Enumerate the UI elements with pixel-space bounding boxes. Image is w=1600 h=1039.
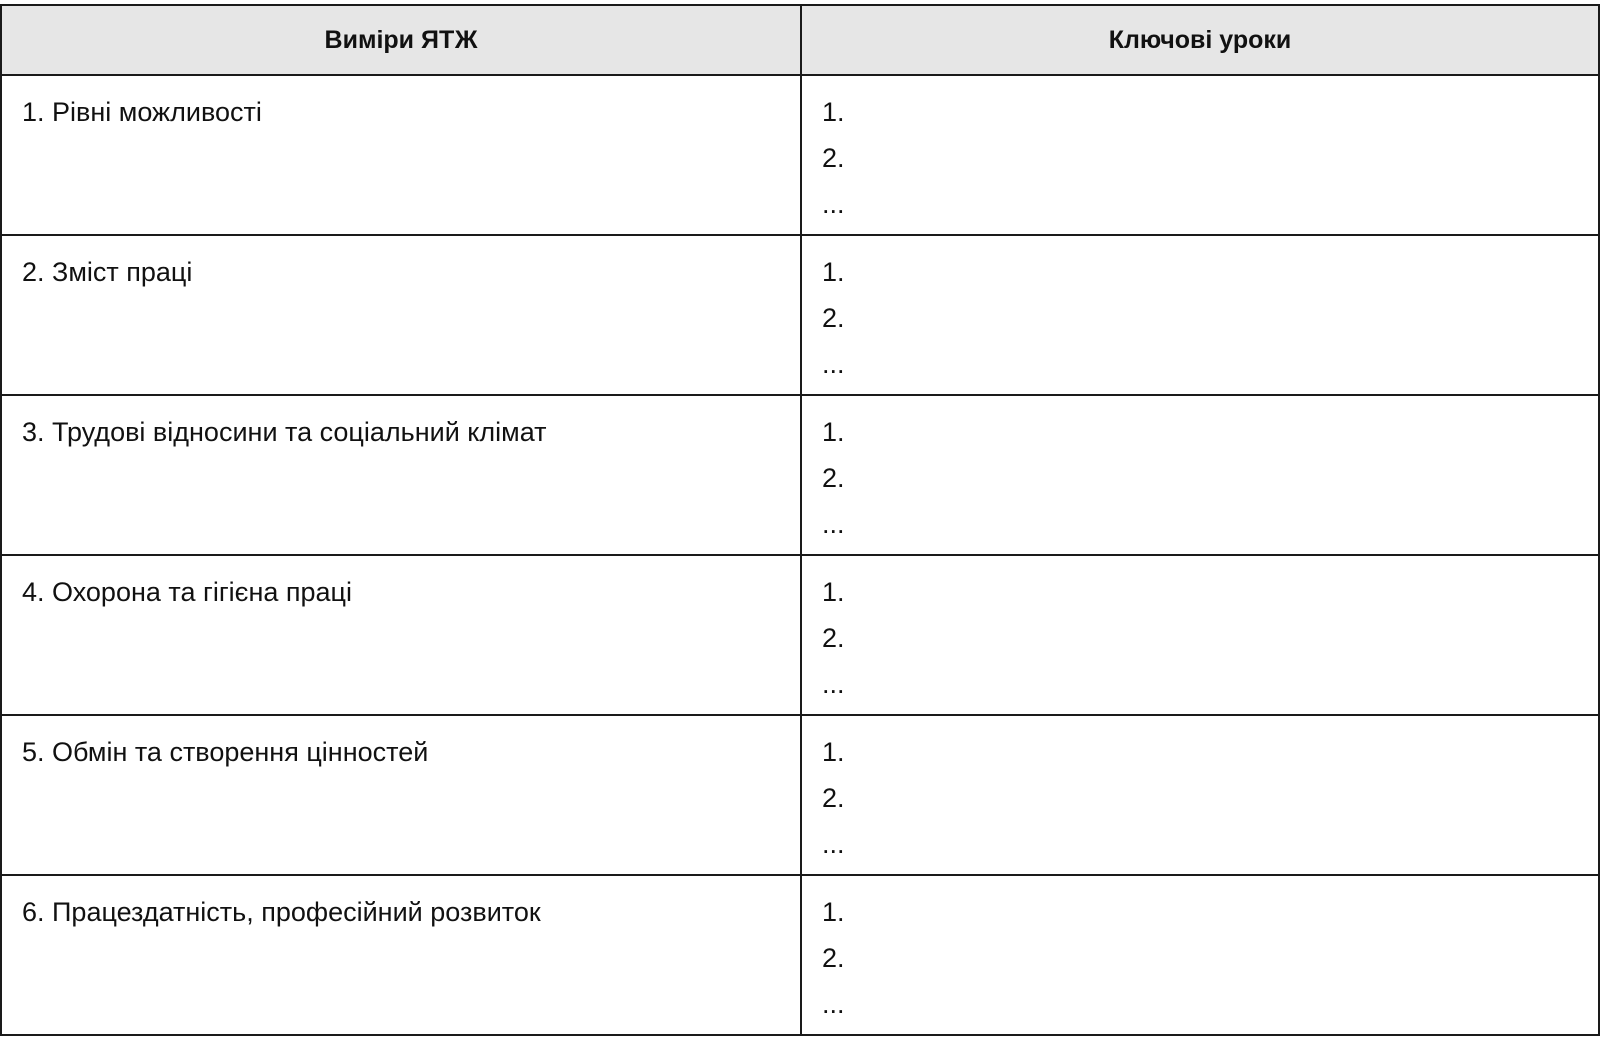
- dimension-cell: 5. Обмін та створення цінностей: [1, 715, 801, 875]
- lesson-item: 1.: [822, 897, 845, 927]
- header-dimensions: Виміри ЯТЖ: [1, 5, 801, 75]
- lessons-cell: [801, 75, 1599, 235]
- lesson-item: ...: [822, 829, 845, 859]
- lesson-item: ...: [822, 349, 845, 379]
- lesson-item: 2.: [822, 783, 845, 813]
- lesson-item: 1.: [822, 577, 845, 607]
- table-row: [1, 555, 1599, 715]
- dimension-cell: 3. Трудові відносини та соціальний клімат: [1, 395, 801, 555]
- lesson-item: ...: [822, 509, 845, 539]
- table-header-row: [1, 5, 1599, 75]
- lessons-cell: [801, 395, 1599, 555]
- lesson-item: 1.: [822, 97, 845, 127]
- lessons-table: [0, 4, 1600, 1036]
- table-row: [1, 75, 1599, 235]
- header-lessons: Ключові уроки: [801, 5, 1599, 75]
- table-row: [1, 715, 1599, 875]
- lesson-item: 2.: [822, 943, 845, 973]
- table-row: [1, 875, 1599, 1035]
- lesson-item: 2.: [822, 463, 845, 493]
- dimension-cell: 1. Рівні можливості: [1, 75, 801, 235]
- dimension-cell: 4. Охорона та гігієна праці: [1, 555, 801, 715]
- lesson-item: 2.: [822, 303, 845, 333]
- table-row: [1, 395, 1599, 555]
- dimension-cell: 2. Зміст праці: [1, 235, 801, 395]
- lesson-item: 1.: [822, 257, 845, 287]
- lesson-item: 1.: [822, 737, 845, 767]
- lessons-cell: [801, 875, 1599, 1035]
- dimension-cell: 6. Працездатність, професійний розвиток: [1, 875, 801, 1035]
- lesson-item: 2.: [822, 623, 845, 653]
- lesson-item: 2.: [822, 143, 845, 173]
- lesson-item: ...: [822, 189, 845, 219]
- lesson-item: ...: [822, 989, 845, 1019]
- lessons-cell: [801, 555, 1599, 715]
- lesson-item: ...: [822, 669, 845, 699]
- table-row: [1, 235, 1599, 395]
- lessons-cell: [801, 235, 1599, 395]
- lesson-item: 1.: [822, 417, 845, 447]
- lessons-cell: [801, 715, 1599, 875]
